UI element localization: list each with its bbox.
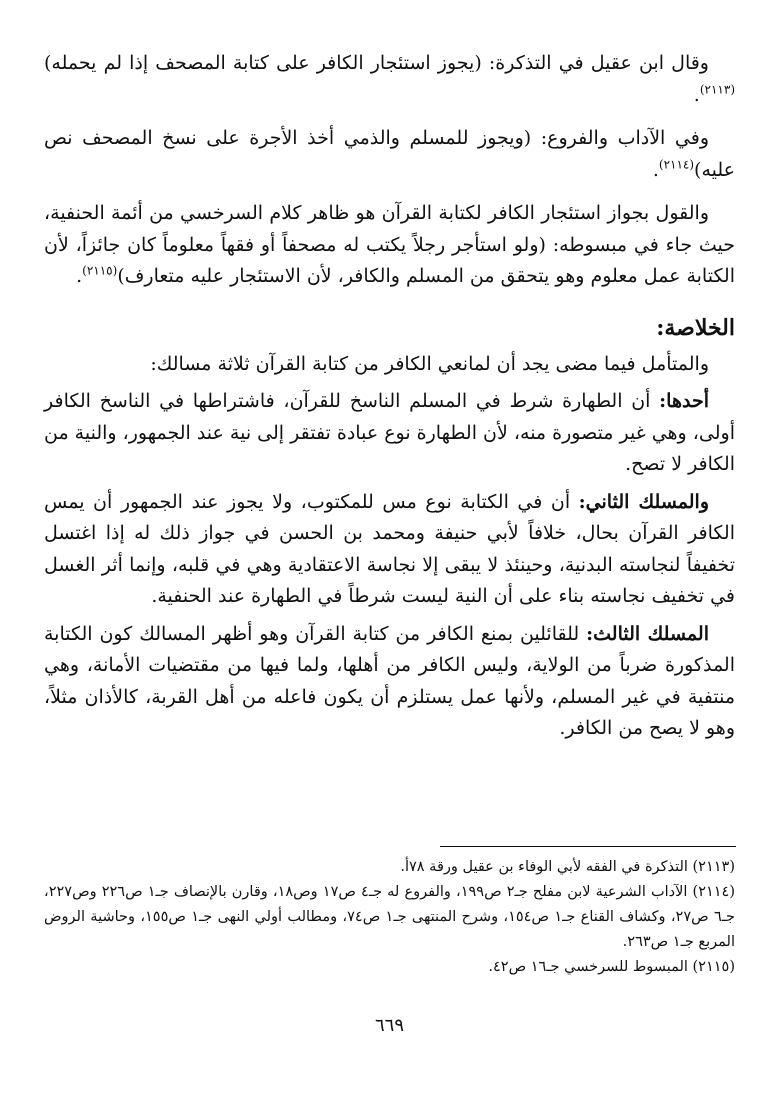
paragraph-tail: . — [693, 83, 700, 106]
paragraph-text: والقول بجواز استئجار الكافر لكتابة القرآن هو ظاهر كلام السرخسي من أئمة الحنفية، حيث جاء في مبسوطه: (ولو استأجر رجلاً يكتب له مصحفاً أو فقهاً معلوماً كان جائزاً، لأن الكتابة عمل معلوم وهو يتحقق من المسلم والكافر، لأن الاستئجار عليه متعارف) — [44, 202, 735, 287]
footnote-2115: (٢١١٥) المبسوط للسرخسي جـ١٦ ص٤٢. — [488, 959, 735, 975]
summary-intro: والمتأمل فيما مضى يجد أن لمانعي الكافر من كتابة القرآن ثلاثة مسالك: — [150, 352, 709, 375]
footnote-ref-2114[interactable]: (٢١١٤) — [658, 157, 695, 172]
footnote-2113: (٢١١٣) التذكرة في الفقه لأبي الوفاء بن عقيل ورقة ٧٨أ. — [400, 859, 735, 875]
footnote-ref-2113[interactable]: (٢١١٣) — [699, 82, 735, 97]
paragraph-text: وقال ابن عقيل في التذكرة: (يجوز استئجار الكافر على كتابة المصحف إذا لم يحمله) — [44, 52, 709, 74]
paragraph-text: وفي الآداب والفروع: (ويجوز للمسلم والذمي أخذ الأجرة على نسخ المصحف نص عليه) — [44, 127, 735, 181]
third-approach — [44, 619, 735, 745]
footnote-separator — [440, 846, 736, 847]
second-approach — [44, 487, 735, 613]
footnotes — [44, 855, 735, 980]
body-text — [44, 48, 735, 751]
footnote-2114: (٢١١٤) الآداب الشرعية لابن مفلح جـ٢ ص١٩٩، والفروع له جـ٤ ص١٧ وص١٨، وقارن بالإنصاف جـ١ ص٢٢٦ وص٢٢٧، جـ٦ ص٢٧، وكشاف القناع جـ١ ص١٥٤، وشرح المنتهى جـ١ ص٧٤، ومطالب أولي النهى جـ١ ص١٥٥، وحاشية الروض المربع جـ١ ص٢٦٣. — [44, 884, 736, 950]
paragraph-sarakhsi — [44, 198, 735, 293]
paragraph-tail: . — [652, 158, 659, 181]
footnote-ref-2115[interactable]: (٢١١٥) — [82, 263, 118, 278]
third-approach-text: للقائلين بمنع الكافر من كتابة القرآن وهو أظهر المسالك كون الكتابة المذكورة ضرباً من الولاية، وليس الكافر من أهلها، ولما فيها من مقتضيات الأمانة، وهي منتفية في غير المسلم، ولأنها عمل يستلزم أن يكون فاعله من أهل القربة، كالأذان مثلاً، وهو لا يصح من الكافر. — [44, 622, 735, 739]
first-approach-text: أن الطهارة شرط في المسلم الناسخ للقرآن، فاشتراطها في الناسخ الكافر أولى، وهي غير متصورة منه، لأن الطهارة نوع عبادة تفتقر إلى نية عند الجمهور، والنية من الكافر لا تصح. — [43, 390, 735, 475]
first-approach — [44, 386, 735, 481]
paragraph-ibn-aqil — [44, 48, 735, 111]
third-approach-lead: المسلك الثالث: — [586, 622, 709, 645]
paragraph-tail: . — [76, 265, 83, 287]
first-approach-lead: أحدها: — [659, 390, 709, 412]
section-heading-summary: الخلاصة: — [656, 314, 735, 341]
page-number: ٦٦٩ — [374, 1015, 404, 1036]
second-approach-lead: والمسلك الثاني: — [578, 490, 710, 513]
second-approach-text: أن في الكتابة نوع مس للمكتوب، ولا يجوز عند الجمهور أن يمس الكافر القرآن بحال، خلافاً لأبي حنيفة ومحمد بن الحسن في جواز ذلك له إذا اغتسل تخفيفاً لنجاسته البدنية، وحينئذ لا يبقى إلا نجاسة الاعتقادية وهي في قلبه، وإنما أثر الغسل في تخفيف نجاسته بناء على أن النية ليست شرطاً في الطهارة عند الحنفية. — [44, 490, 735, 607]
paragraph-adab-furu — [44, 123, 735, 186]
